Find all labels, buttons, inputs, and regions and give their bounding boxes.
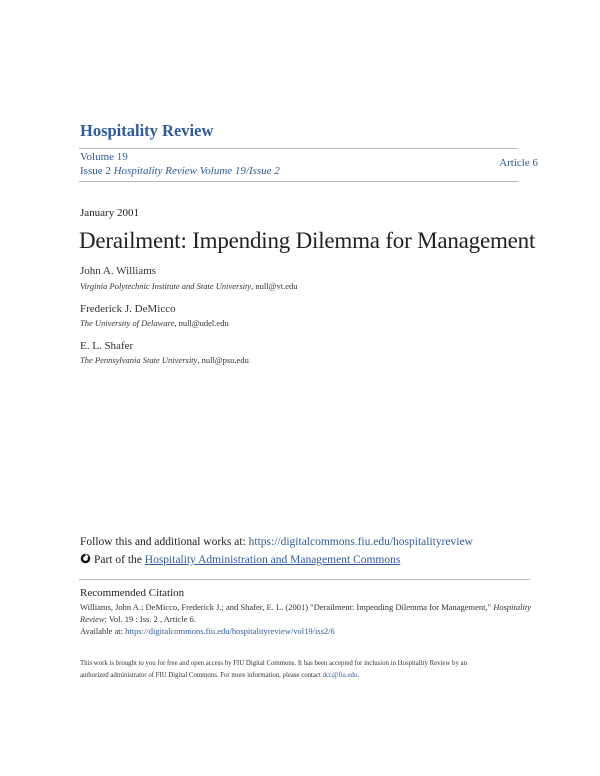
- footer-period: .: [357, 672, 360, 679]
- follow-line: [80, 536, 473, 548]
- header-rule-bottom: [79, 181, 518, 182]
- author-affiliation: [80, 281, 297, 291]
- publication-date: January 2001: [80, 207, 139, 219]
- author-email: , null@psu.edu: [197, 355, 249, 365]
- issue-prefix[interactable]: Issue 2: [80, 165, 114, 177]
- author-name: E. L. Shafer: [80, 340, 134, 352]
- citation-heading: Recommended Citation: [80, 587, 185, 599]
- author-email: , null@vt.edu: [251, 281, 298, 291]
- article-number[interactable]: Article 6: [499, 157, 538, 169]
- author-name: John A. Williams: [80, 265, 157, 277]
- journal-title[interactable]: Hospitality Review: [80, 121, 214, 140]
- footer-text: authorized administrator of FIU Digital Commons. For more information, please contact: [80, 672, 323, 679]
- citation-line-3: [80, 626, 335, 636]
- author-affiliation: [80, 355, 249, 365]
- follow-text: Follow this and additional works at:: [80, 536, 249, 548]
- author-email: , null@udel.edu: [174, 318, 229, 328]
- header-rule-top: [79, 148, 518, 149]
- citation-authors-title: Williams, John A.; DeMicco, Frederick J.; and Shafer, E. L. (2001) "Derailment: Impending Dilemma for Management,": [80, 602, 494, 612]
- author-affiliation: [80, 318, 229, 328]
- citation-journal-cont: Review: [80, 614, 105, 624]
- available-url-link[interactable]: https://digitalcommons.fiu.edu/hospitalityreview/vol19/iss2/6: [125, 626, 335, 636]
- volume-link[interactable]: Volume 19: [80, 151, 128, 163]
- citation-line-2: [80, 614, 196, 624]
- affiliation-name: Virginia Polytechnic Institute and State University: [80, 281, 252, 291]
- author-name: Frederick J. DeMicco: [80, 303, 176, 315]
- affiliation-name: The Pennsylvania State University: [80, 355, 198, 365]
- footer-line-1: This work is brought to you for free and open access by FIU Digital Commons. It has been accepted for inclusion in Hospitality Review by an: [80, 660, 467, 667]
- issue-link[interactable]: Hospitality Review Volume 19/Issue 2: [113, 165, 280, 177]
- citation-journal: Hospitality: [493, 602, 531, 612]
- paper-title: Derailment: Impending Dilemma for Management: [79, 228, 536, 253]
- commons-link[interactable]: Hospitality Administration and Management Commons: [144, 554, 401, 566]
- part-of-line: [80, 553, 400, 566]
- footer-line-2: [80, 672, 359, 679]
- citation-line-1: [80, 602, 531, 612]
- citation-rule: [79, 579, 530, 580]
- open-access-icon: [80, 553, 91, 564]
- affiliation-name: The University of Delaware: [80, 318, 175, 328]
- follow-url-link[interactable]: https://digitalcommons.fiu.edu/hospitalityreview: [248, 536, 473, 548]
- available-text: Available at:: [80, 626, 126, 636]
- contact-email-link[interactable]: dcc@fiu.edu: [322, 672, 358, 679]
- citation-volume: : Vol. 19 : Iss. 2 , Article 6.: [104, 614, 196, 624]
- issue-line: [80, 165, 280, 177]
- part-of-text: Part of the: [94, 554, 145, 566]
